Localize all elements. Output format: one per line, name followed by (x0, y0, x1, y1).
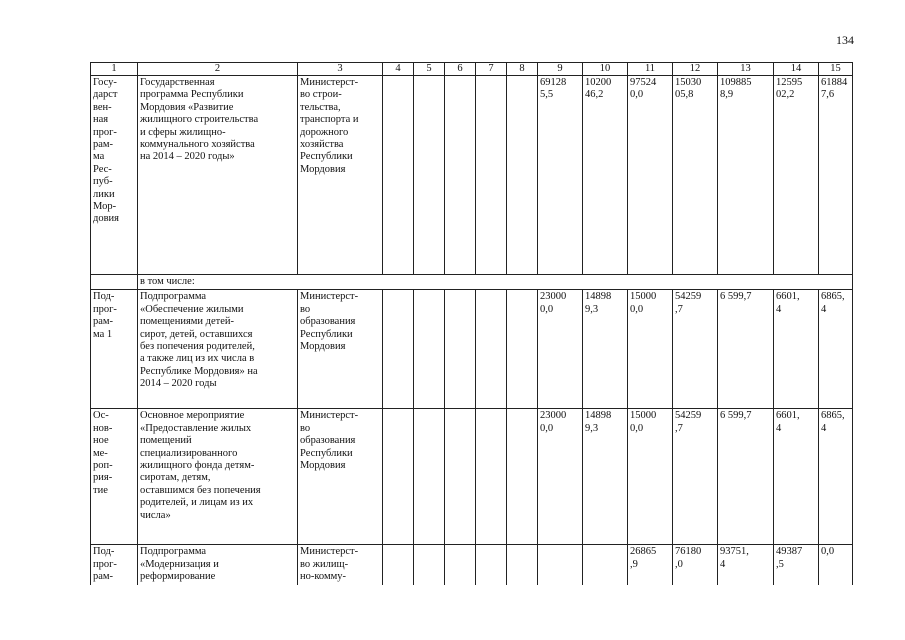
table-cell: 49387 ,5 (774, 545, 819, 585)
row-main-activity (91, 409, 853, 545)
table-cell: 109885 8,9 (718, 76, 774, 275)
table-cell: 97524 0,0 (628, 76, 673, 275)
column-header: 7 (476, 63, 507, 76)
column-header: 12 (673, 63, 718, 76)
table-cell (507, 409, 538, 545)
table-cell: 54259 ,7 (673, 409, 718, 545)
table-body (91, 76, 853, 585)
table-cell (507, 545, 538, 585)
table-cell: Министерст- во жилищ- но-комму- (298, 545, 383, 585)
table-cell: 93751, 4 (718, 545, 774, 585)
table-cell (507, 76, 538, 275)
table-cell (445, 290, 476, 409)
table-cell: Госу- дарст вен- ная прог- рам- ма Рес- пуб- лики Мор- довия (91, 76, 138, 275)
table-cell (383, 76, 414, 275)
table-cell: 10200 46,2 (583, 76, 628, 275)
table-cell: 54259 ,7 (673, 290, 718, 409)
table-cell (414, 545, 445, 585)
table-cell (476, 76, 507, 275)
column-header: 3 (298, 63, 383, 76)
table-cell: 23000 0,0 (538, 290, 583, 409)
table-cell (538, 545, 583, 585)
table-cell: 12595 02,2 (774, 76, 819, 275)
table-cell (507, 290, 538, 409)
table-cell (383, 545, 414, 585)
page-number: 134 (836, 33, 854, 47)
table-cell (476, 545, 507, 585)
row-subprogram-1 (91, 290, 853, 409)
table-cell: 0,0 (819, 545, 853, 585)
table-cell: 61884 7,6 (819, 76, 853, 275)
section-label: в том числе: (138, 275, 853, 290)
column-header: 5 (414, 63, 445, 76)
budget-table (90, 62, 853, 585)
table-cell (583, 545, 628, 585)
table-cell (383, 290, 414, 409)
table-cell: 15000 0,0 (628, 409, 673, 545)
table-cell: Министерст- во образования Республики Мордовия (298, 290, 383, 409)
table-cell (414, 409, 445, 545)
table-cell (414, 76, 445, 275)
table-cell: 14898 9,3 (583, 290, 628, 409)
table-cell: 14898 9,3 (583, 409, 628, 545)
table-cell: 6 599,7 (718, 409, 774, 545)
table-cell (445, 409, 476, 545)
table-cell: 6 599,7 (718, 290, 774, 409)
row-state-program (91, 76, 853, 275)
table-cell: Государственная программа Республики Мордовия «Развитие жилищного строительства и сферы жилищно- коммунального хозяйства на 2014 – 2020 годы» (138, 76, 298, 275)
table-cell: Под- прог- рам- (91, 545, 138, 585)
column-header: 6 (445, 63, 476, 76)
column-header: 8 (507, 63, 538, 76)
table-cell: 6601, 4 (774, 409, 819, 545)
table-cell: 76180 ,0 (673, 545, 718, 585)
table-cell (445, 76, 476, 275)
table-cell: Под- прог- рам- ма 1 (91, 290, 138, 409)
table-cell: Подпрограмма «Обеспечение жилыми помещениями детей- сирот, детей, оставшихся без попечения родителей, а также лиц из их числа в Республике Мордовия» на 2014 – 2020 годы (138, 290, 298, 409)
table-cell: 6865, 4 (819, 290, 853, 409)
table-cell: Министерст- во строи- тельства, транспорта и дорожного хозяйства Республики Мордовия (298, 76, 383, 275)
table-cell: 26865 ,9 (628, 545, 673, 585)
table-cell: 23000 0,0 (538, 409, 583, 545)
table-cell: Ос- нов- ное ме- роп- рия- тие (91, 409, 138, 545)
table-cell: 6865, 4 (819, 409, 853, 545)
table-cell (445, 545, 476, 585)
column-header: 2 (138, 63, 298, 76)
table-cell: Подпрограмма «Модернизация и реформирование (138, 545, 298, 585)
column-header: 11 (628, 63, 673, 76)
table-cell: 6601, 4 (774, 290, 819, 409)
table-cell (91, 275, 138, 290)
column-header: 14 (774, 63, 819, 76)
header-row (91, 63, 853, 76)
column-header: 13 (718, 63, 774, 76)
row-subprogram-2 (91, 545, 853, 585)
column-header: 9 (538, 63, 583, 76)
column-header: 10 (583, 63, 628, 76)
table-cell: 15030 05,8 (673, 76, 718, 275)
row-including (91, 275, 853, 290)
table-cell (383, 409, 414, 545)
table-cell: Министерст- во образования Республики Мордовия (298, 409, 383, 545)
table-cell: Основное мероприятие «Предоставление жилых помещений специализированного жилищного фонда детям- сиротам, детям, оставшимся без попечения родителей, и лицам из их числа» (138, 409, 298, 545)
column-header: 15 (819, 63, 853, 76)
table-cell: 15000 0,0 (628, 290, 673, 409)
table-cell (476, 290, 507, 409)
table-cell (476, 409, 507, 545)
table-cell: 69128 5,5 (538, 76, 583, 275)
column-header: 1 (91, 63, 138, 76)
table-cell (414, 290, 445, 409)
column-header: 4 (383, 63, 414, 76)
